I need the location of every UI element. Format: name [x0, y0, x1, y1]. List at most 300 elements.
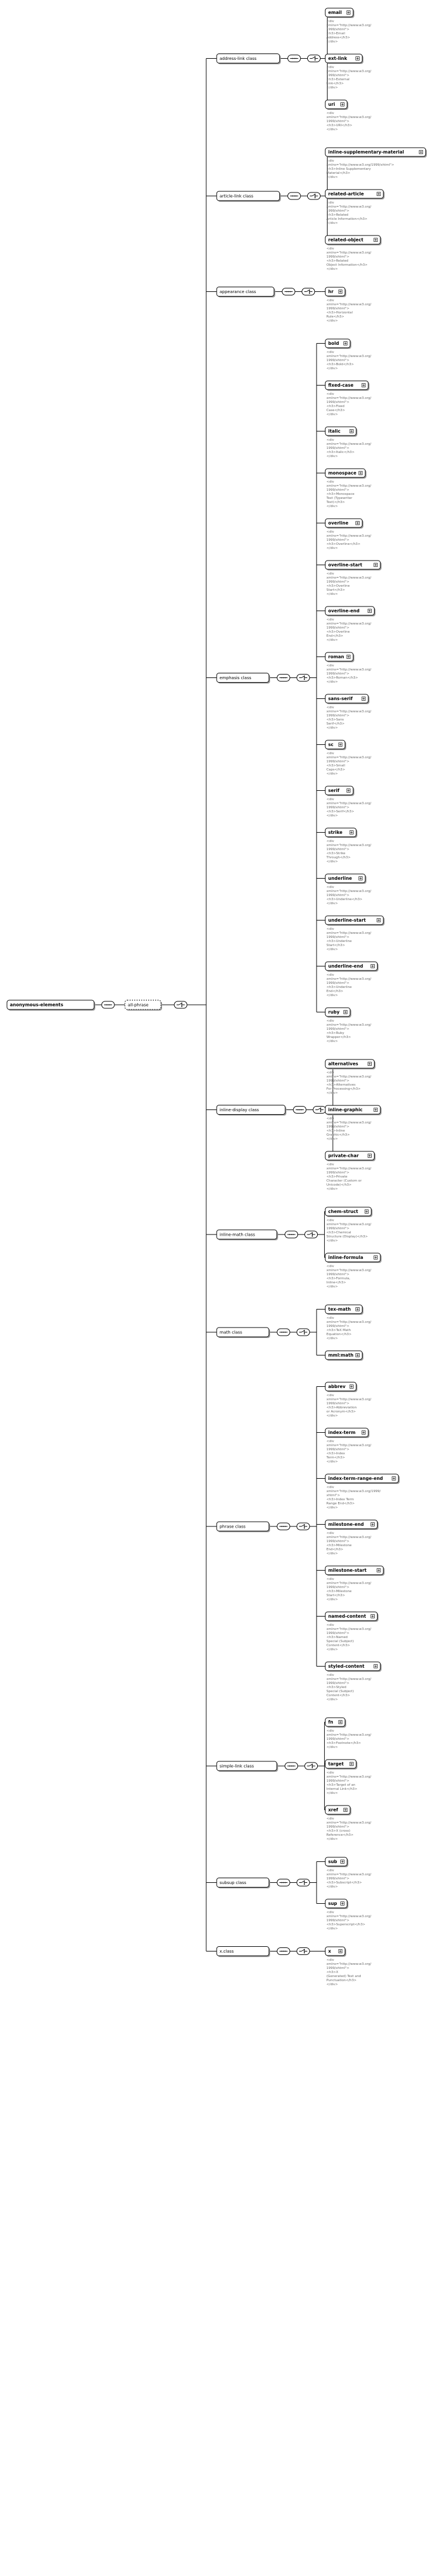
element-underline-start[interactable]: [325, 916, 385, 926]
element-documentation: <h3>Related: [326, 259, 349, 263]
element-email[interactable]: [325, 8, 354, 18]
element-documentation: Graphic</h3>: [326, 1133, 350, 1137]
sequence-compositor-article-link-class[interactable]: [288, 192, 300, 199]
element-documentation: xmlns="http://www.w3.org/: [326, 205, 372, 209]
element-documentation: xmlns="http://www.w3.org/: [326, 890, 372, 893]
element-milestone-start[interactable]: [325, 1566, 385, 1576]
element-sup[interactable]: [325, 1899, 349, 1909]
element-documentation: xmlns="http://www.w3.org/: [326, 1398, 372, 1401]
element-documentation: <div: [326, 480, 335, 484]
element-documentation: xmlns="http://www.w3.org/: [326, 534, 372, 538]
element-documentation: </div>: [326, 994, 338, 997]
element-documentation: </div>: [326, 1091, 338, 1095]
element-documentation: xmlns="http://www.w3.org/: [326, 1775, 372, 1779]
element-documentation: xmlns="http://www.w3.org/: [326, 932, 372, 935]
element-documentation: <h3>Overline: [326, 630, 350, 634]
element-bold[interactable]: [325, 339, 351, 349]
element-roman-label: roman: [328, 654, 344, 660]
root-anonymous-elements[interactable]: [7, 1000, 95, 1011]
element-documentation: <h3>Underline: [326, 986, 352, 989]
element-documentation: <h3>Overline</h3>: [326, 543, 361, 546]
element-documentation: <h3>Sans: [326, 718, 344, 722]
element-documentation: <div: [326, 973, 335, 977]
class-inline-math-class[interactable]: [217, 1230, 278, 1240]
element-documentation: 1999/xhtml">: [326, 255, 350, 259]
element-sub-label: sub: [328, 1859, 337, 1865]
element-documentation: Caps</h3>: [326, 768, 346, 772]
element-documentation: <div: [326, 1440, 335, 1443]
element-documentation: Article Information</h3>: [326, 217, 368, 221]
group-all-phrase[interactable]: [125, 1000, 162, 1011]
element-documentation: <h3>External: [326, 78, 350, 81]
class-simple-link-class[interactable]: [217, 1761, 278, 1772]
element-index-term[interactable]: [325, 1428, 369, 1438]
sequence-compositor-phrase-class[interactable]: [277, 1523, 290, 1530]
element-documentation: xmlns="http://www.w3.org/: [326, 668, 372, 672]
sequence-compositor-inline-math-class[interactable]: [285, 1231, 298, 1238]
element-documentation: <h3>Underline: [326, 940, 352, 943]
element-documentation: <h3>Email: [326, 32, 345, 35]
choice-compositor-article-link-class[interactable]: [307, 192, 320, 199]
class-math-class[interactable]: [217, 1328, 270, 1338]
element-index-term-range-end-label: index-term-range-end: [328, 1476, 383, 1482]
choice-compositor-inline-display-class[interactable]: [313, 1107, 326, 1114]
element-documentation: </div>: [326, 1927, 338, 1931]
element-documentation: <h3>Inline Supplementary: [326, 167, 371, 171]
element-documentation: Through</h3>: [326, 856, 351, 859]
element-documentation: xmlns="http://www.w3.org/: [326, 303, 372, 306]
element-documentation: 1999/xhtml">: [326, 1779, 350, 1783]
choice-compositor-simple-link-class[interactable]: [305, 1762, 318, 1769]
element-documentation: xmlns="http://www.w3.org/: [326, 844, 372, 847]
element-overline-start-label: overline-start: [328, 562, 362, 568]
group-choice-compositor[interactable]: [174, 1001, 187, 1008]
element-monospace-label: monospace: [328, 470, 357, 476]
element-documentation: xmlns="http://www.w3.org/: [326, 756, 372, 759]
element-documentation: <div: [326, 159, 335, 163]
element-documentation: <div: [326, 1486, 335, 1489]
element-documentation: Start</h3>: [326, 1594, 346, 1597]
element-documentation: Internal Link</h3>: [326, 1787, 358, 1791]
element-documentation: 1999/xhtml">: [326, 1632, 350, 1635]
element-documentation: xmlns="http://www.w3.org/: [326, 1321, 372, 1324]
element-documentation: <h3>X: [326, 1971, 339, 1974]
element-documentation: xmlns="http://www.w3.org/: [326, 443, 372, 446]
element-documentation: xmlns="http://www.w3.org/: [326, 1678, 372, 1681]
element-tex-math[interactable]: [325, 1305, 364, 1315]
element-documentation: xmlns="http://www.w3.org/: [326, 1023, 372, 1027]
element-fn[interactable]: [325, 1718, 346, 1728]
element-documentation: 1999/xhtml">: [326, 1682, 350, 1685]
element-documentation: <div: [326, 798, 335, 801]
element-documentation: </div>: [326, 1746, 338, 1749]
element-documentation: 1999/xhtml">: [326, 714, 350, 718]
element-documentation: </div>: [326, 1552, 338, 1555]
element-documentation: </div>: [326, 128, 338, 131]
sequence-compositor-simple-link-class[interactable]: [285, 1762, 298, 1769]
element-serif[interactable]: [325, 786, 354, 796]
element-documentation: </div>: [326, 593, 338, 596]
sequence-compositor-subsup-class[interactable]: [277, 1879, 290, 1886]
element-documentation: Start</h3>: [326, 944, 346, 947]
element-private-char[interactable]: [325, 1151, 375, 1161]
element-documentation: </div>: [326, 176, 338, 179]
element-documentation: <h3>X (cross): [326, 1829, 350, 1833]
class-x-class-label: x.class: [220, 1949, 234, 1954]
element-related-object[interactable]: [325, 236, 382, 245]
element-overline-end[interactable]: [325, 606, 375, 616]
element-documentation: </div>: [326, 1792, 338, 1795]
element-documentation: </div>: [326, 1838, 338, 1841]
element-documentation: <div: [326, 1958, 335, 1962]
element-styled-content-label: styled-content: [328, 1664, 365, 1669]
element-inline-formula-label: inline-formula: [328, 1255, 364, 1261]
element-serif-label: serif: [328, 788, 340, 794]
element-documentation: xmlns="http://www.w3.org/: [326, 1628, 372, 1631]
element-documentation: <h3>Small: [326, 764, 346, 768]
element-documentation: xmlns="http://www.w3.org/: [326, 251, 372, 255]
element-target-label: target: [328, 1761, 344, 1767]
element-named-content[interactable]: [325, 1612, 379, 1622]
element-fixed-case[interactable]: [325, 381, 369, 391]
sequence-compositor-x-class[interactable]: [277, 1948, 290, 1955]
element-documentation: Reference</h3>: [326, 1833, 354, 1837]
element-documentation: </div>: [326, 1460, 338, 1464]
sequence-compositor-appearance-class[interactable]: [282, 288, 295, 295]
element-documentation: xmlns="http://www.w3.org/1999/: [326, 1490, 381, 1493]
element-documentation: <h3>Underline</h3>: [326, 898, 362, 901]
element-inline-supplementary-material[interactable]: [325, 148, 427, 158]
element-documentation: xmlns="http://www.w3.org/: [326, 1821, 372, 1825]
element-documentation: <div: [326, 1869, 335, 1872]
element-documentation: Text (Typewriter: [326, 497, 353, 500]
element-documentation: 1999/xhtml">: [326, 1273, 350, 1276]
element-documentation: </div>: [326, 1187, 338, 1191]
element-ext-link-label: ext-link: [328, 56, 347, 62]
element-documentation: <div: [326, 247, 335, 251]
element-documentation: <div: [326, 618, 335, 622]
element-documentation: 1999/xhtml">: [326, 1125, 350, 1129]
element-ruby[interactable]: [325, 1008, 351, 1018]
element-documentation: Inline</h3>: [326, 1281, 346, 1285]
element-documentation: xmlns="http://www.w3.org/: [326, 1873, 372, 1876]
element-alternatives-label: alternatives: [328, 1061, 358, 1067]
element-documentation: </div>: [326, 860, 338, 864]
element-hr[interactable]: [325, 287, 346, 297]
element-documentation: Rule</h3>: [326, 315, 344, 319]
choice-compositor-subsup-class[interactable]: [297, 1879, 310, 1886]
element-documentation: </div>: [326, 455, 338, 458]
element-documentation: </div>: [326, 902, 338, 905]
element-italic[interactable]: [325, 427, 357, 437]
element-documentation: <h3>Index: [326, 1452, 345, 1455]
element-x-label: x: [328, 1949, 331, 1954]
element-fn-label: fn: [328, 1719, 333, 1725]
element-documentation: </div>: [326, 86, 338, 90]
element-documentation: <h3>Italic</h3>: [326, 451, 355, 454]
element-documentation: <h3>Alternatives: [326, 1083, 356, 1087]
element-hr-label: hr: [328, 289, 334, 295]
element-documentation: <div: [326, 530, 335, 534]
element-documentation: 1999/xhtml">: [326, 1079, 350, 1083]
class-appearance-class[interactable]: [217, 287, 275, 298]
element-documentation: 1999/xhtml">: [326, 401, 350, 404]
element-documentation: <h3>Chemical: [326, 1231, 351, 1235]
element-xref-label: xref: [328, 1807, 339, 1813]
element-documentation: 1999/xhtml">: [326, 209, 350, 213]
element-documentation: <h3>Formula,: [326, 1277, 350, 1280]
element-uri[interactable]: [325, 100, 349, 110]
element-documentation: Equation</h3>: [326, 1333, 352, 1336]
element-documentation: </div>: [326, 814, 338, 818]
element-documentation: <h3>Footnote</h3>: [326, 1742, 361, 1745]
element-italic-label: italic: [328, 429, 341, 434]
element-styled-content[interactable]: [325, 1662, 382, 1672]
element-documentation: Range End</h3>: [326, 1502, 355, 1505]
element-inline-graphic[interactable]: [325, 1105, 382, 1115]
element-alternatives[interactable]: [325, 1059, 375, 1069]
diagram-nodes: [7, 8, 427, 1986]
element-documentation: <div: [326, 393, 335, 396]
element-documentation: <div: [326, 706, 335, 709]
element-milestone-end[interactable]: [325, 1520, 379, 1530]
element-overline-start[interactable]: [325, 561, 382, 570]
element-documentation: <h3>Private: [326, 1175, 347, 1179]
element-documentation: xmlns="http://www.w3.org/: [326, 1733, 372, 1737]
element-documentation: <div: [326, 1394, 335, 1397]
element-documentation: 1999/xhtml">: [326, 307, 350, 311]
element-documentation: Object Information</h3>: [326, 263, 368, 267]
element-related-article-label: related-article: [328, 191, 364, 197]
element-documentation: (Generated) Text and: [326, 1975, 361, 1978]
element-documentation: </div>: [326, 319, 338, 323]
class-inline-display-class[interactable]: [217, 1105, 286, 1116]
element-documentation: <h3>Strike: [326, 852, 346, 855]
element-documentation: <h3>Styled: [326, 1686, 347, 1689]
element-documentation: xmlns="http://www.w3.org/: [326, 24, 372, 27]
element-milestone-start-label: milestone-start: [328, 1568, 367, 1574]
element-documentation: </div>: [326, 680, 338, 684]
element-sup-label: sup: [328, 1901, 337, 1907]
element-x[interactable]: [325, 1947, 346, 1957]
class-address-link-class[interactable]: [217, 54, 281, 65]
element-documentation: 1999/xhtml">: [326, 848, 350, 851]
element-documentation: </div>: [326, 267, 338, 271]
element-documentation: <h3>Index Term: [326, 1498, 354, 1501]
element-documentation: </div>: [326, 1337, 338, 1340]
element-documentation: 1999/xhtml">: [326, 1825, 350, 1829]
element-index-term-range-end[interactable]: [325, 1474, 400, 1484]
element-documentation: xmlns="http://www.w3.org/: [326, 1223, 372, 1226]
element-documentation: <div: [326, 1729, 335, 1733]
element-documentation: xmlns="http://www.w3.org/: [326, 1121, 372, 1125]
element-documentation: 1999/xhtml">: [326, 894, 350, 897]
element-documentation: <div: [326, 1265, 335, 1268]
element-documentation: xmlns="http://www.w3.org/: [326, 1582, 372, 1585]
element-documentation: <div: [326, 1019, 335, 1023]
element-documentation: <h3>Monospace: [326, 493, 355, 496]
element-documentation: xmlns="http://www.w3.org/: [326, 1075, 372, 1079]
element-underline-end-label: underline-end: [328, 964, 364, 969]
element-documentation: Start</h3>: [326, 588, 346, 592]
element-uri-label: uri: [328, 102, 335, 108]
element-named-content-label: named-content: [328, 1614, 367, 1619]
choice-compositor-appearance-class[interactable]: [302, 288, 315, 295]
element-documentation: </div>: [326, 948, 338, 951]
choice-compositor-emphasis-class[interactable]: [297, 675, 310, 682]
sequence-compositor-math-class[interactable]: [277, 1329, 290, 1336]
element-documentation: <h3>Named: [326, 1636, 348, 1639]
element-documentation: </div>: [326, 1239, 338, 1243]
element-documentation: 1999/xhtml">: [326, 626, 350, 630]
element-inline-formula[interactable]: [325, 1253, 382, 1263]
element-documentation: <div: [326, 1117, 335, 1121]
element-documentation: <h3>Subscript</h3>: [326, 1881, 362, 1885]
element-documentation: End</h3>: [326, 990, 343, 993]
element-documentation: 1999/xhtml">: [326, 1737, 350, 1741]
element-documentation: <div: [326, 1674, 335, 1677]
element-documentation: Special (Subject): [326, 1640, 354, 1643]
element-documentation: </div>: [326, 1285, 338, 1289]
element-target[interactable]: [325, 1760, 357, 1769]
element-sub[interactable]: [325, 1857, 349, 1867]
element-documentation: <h3>Milestone: [326, 1590, 352, 1593]
element-documentation: </div>: [326, 367, 338, 370]
element-documentation: 1999/xhtml">: [326, 936, 350, 939]
class-article-link-class[interactable]: [217, 191, 281, 202]
element-documentation: xmlns="http://www.w3.org/: [326, 1269, 372, 1272]
element-related-object-label: related-object: [328, 237, 364, 243]
choice-compositor-x-class[interactable]: [297, 1948, 310, 1955]
element-documentation: For Processing</h3>: [326, 1087, 361, 1091]
element-documentation: <h3>Horizontal: [326, 311, 353, 315]
element-documentation: 1999/xhtml">: [326, 28, 350, 31]
element-related-article[interactable]: [325, 190, 385, 199]
class-emphasis-class[interactable]: [217, 673, 270, 684]
element-sans-serif[interactable]: [325, 694, 369, 704]
root-sequence-compositor[interactable]: [102, 1001, 114, 1008]
element-documentation: <div: [326, 1771, 335, 1775]
choice-compositor-phrase-class[interactable]: [297, 1523, 310, 1530]
element-underline-end[interactable]: [325, 962, 379, 972]
choice-compositor-address-link-class[interactable]: [307, 55, 320, 62]
element-documentation: xmlns="http://www.w3.org/: [326, 1915, 372, 1918]
choice-compositor-inline-math-class[interactable]: [305, 1231, 318, 1238]
element-documentation: <h3>Ruby: [326, 1032, 344, 1035]
element-documentation: xmlns="http://www.w3.org/: [326, 1963, 372, 1966]
element-index-term-label: index-term: [328, 1430, 356, 1436]
element-documentation: </div>: [326, 638, 338, 642]
element-monospace[interactable]: [325, 469, 367, 479]
element-documentation: Serif</h3>: [326, 722, 345, 726]
element-sc-label: sc: [328, 742, 334, 748]
element-documentation: <div: [326, 664, 335, 668]
element-xref[interactable]: [325, 1806, 351, 1815]
element-documentation: </div>: [326, 547, 338, 550]
element-ext-link[interactable]: [325, 54, 364, 64]
class-phrase-class[interactable]: [217, 1522, 270, 1532]
element-private-char-label: private-char: [328, 1153, 359, 1159]
element-overline-label: overline: [328, 520, 349, 526]
choice-compositor-math-class[interactable]: [297, 1329, 310, 1336]
element-documentation: </div>: [326, 1137, 338, 1141]
element-documentation: <div: [326, 1219, 335, 1222]
sequence-compositor-address-link-class[interactable]: [288, 55, 300, 62]
element-documentation: 1999/xhtml">: [326, 672, 350, 676]
element-chem-struct-label: chem-struct: [328, 1209, 358, 1215]
element-documentation: </div>: [326, 505, 338, 508]
element-documentation: <h3>URI</h3>: [326, 124, 353, 127]
element-milestone-end-label: milestone-end: [328, 1522, 364, 1528]
element-documentation: Structure (Display)</h3>: [326, 1235, 368, 1239]
element-documentation: </div>: [326, 40, 338, 44]
element-documentation: 1999/xhtml">: [326, 1877, 350, 1881]
element-documentation: <div: [326, 1163, 335, 1166]
element-documentation: 1999/xhtml">: [326, 488, 350, 492]
element-documentation: </div>: [326, 1506, 338, 1510]
element-documentation: <h3>Inline: [326, 1129, 345, 1133]
element-documentation: xmlns="http://www.w3.org/: [326, 397, 372, 400]
connector-lines: [94, 13, 333, 1951]
element-documentation: xmlns="http://www.w3.org/: [326, 622, 372, 626]
element-sc[interactable]: [325, 740, 346, 750]
element-documentation: or Acronym</h3>: [326, 1410, 356, 1414]
element-documentation: 1999/xhtml">: [326, 1967, 350, 1970]
element-documentation: 1999/xhtml">: [326, 1325, 350, 1328]
element-underline[interactable]: [325, 874, 367, 884]
element-documentation: <div: [326, 20, 335, 23]
element-fixed-case-label: fixed-case: [328, 383, 354, 388]
element-documentation: xmlns="http://www.w3.org/: [326, 802, 372, 805]
element-documentation: xmlns="http://www.w3.org/1999/xhtml">: [326, 163, 394, 167]
element-documentation: <h3>Superscript</h3>: [326, 1923, 365, 1926]
element-documentation: <div: [326, 1624, 335, 1627]
class-subsup-class[interactable]: [217, 1878, 270, 1889]
element-documentation: </div>: [326, 1698, 338, 1701]
element-documentation: <div: [326, 752, 335, 755]
element-documentation: <div: [326, 840, 335, 843]
element-documentation: </div>: [326, 772, 338, 776]
element-documentation: 1999/xhtml">: [326, 982, 350, 985]
element-overline[interactable]: [325, 519, 364, 529]
element-documentation: Address</h3>: [326, 36, 350, 40]
element-underline-start-label: underline-start: [328, 918, 366, 923]
element-strike[interactable]: [325, 828, 357, 838]
element-roman[interactable]: [325, 652, 354, 662]
element-documentation: Content</h3>: [326, 1644, 350, 1647]
element-documentation: 1999/xhtml">: [326, 120, 350, 123]
element-documentation: 1999/xhtml">: [326, 1171, 350, 1175]
class-x-class[interactable]: [217, 1947, 270, 1957]
element-documentation: <div: [326, 572, 335, 576]
element-mml-math[interactable]: [325, 1351, 364, 1361]
sequence-compositor-emphasis-class[interactable]: [277, 675, 290, 682]
element-email-label: email: [328, 10, 342, 16]
element-documentation: 1999/xhtml">: [326, 760, 350, 763]
element-documentation: xmlns="http://www.w3.org/: [326, 710, 372, 713]
element-documentation: <div: [326, 1071, 335, 1075]
element-documentation: xhtml">: [326, 1494, 340, 1497]
sequence-compositor-inline-display-class[interactable]: [293, 1107, 306, 1114]
root-anonymous-elements-label: anonymous-elements: [10, 1002, 63, 1008]
element-documentation: <h3>Abbreviation: [326, 1406, 357, 1410]
element-documentation: </div>: [326, 726, 338, 730]
element-abbrev[interactable]: [325, 1382, 357, 1392]
element-chem-struct[interactable]: [325, 1207, 372, 1217]
class-subsup-class-label: subsup class: [220, 1880, 246, 1886]
element-documentation: xmlns="http://www.w3.org/: [326, 70, 372, 73]
element-documentation: <div: [326, 1316, 335, 1320]
